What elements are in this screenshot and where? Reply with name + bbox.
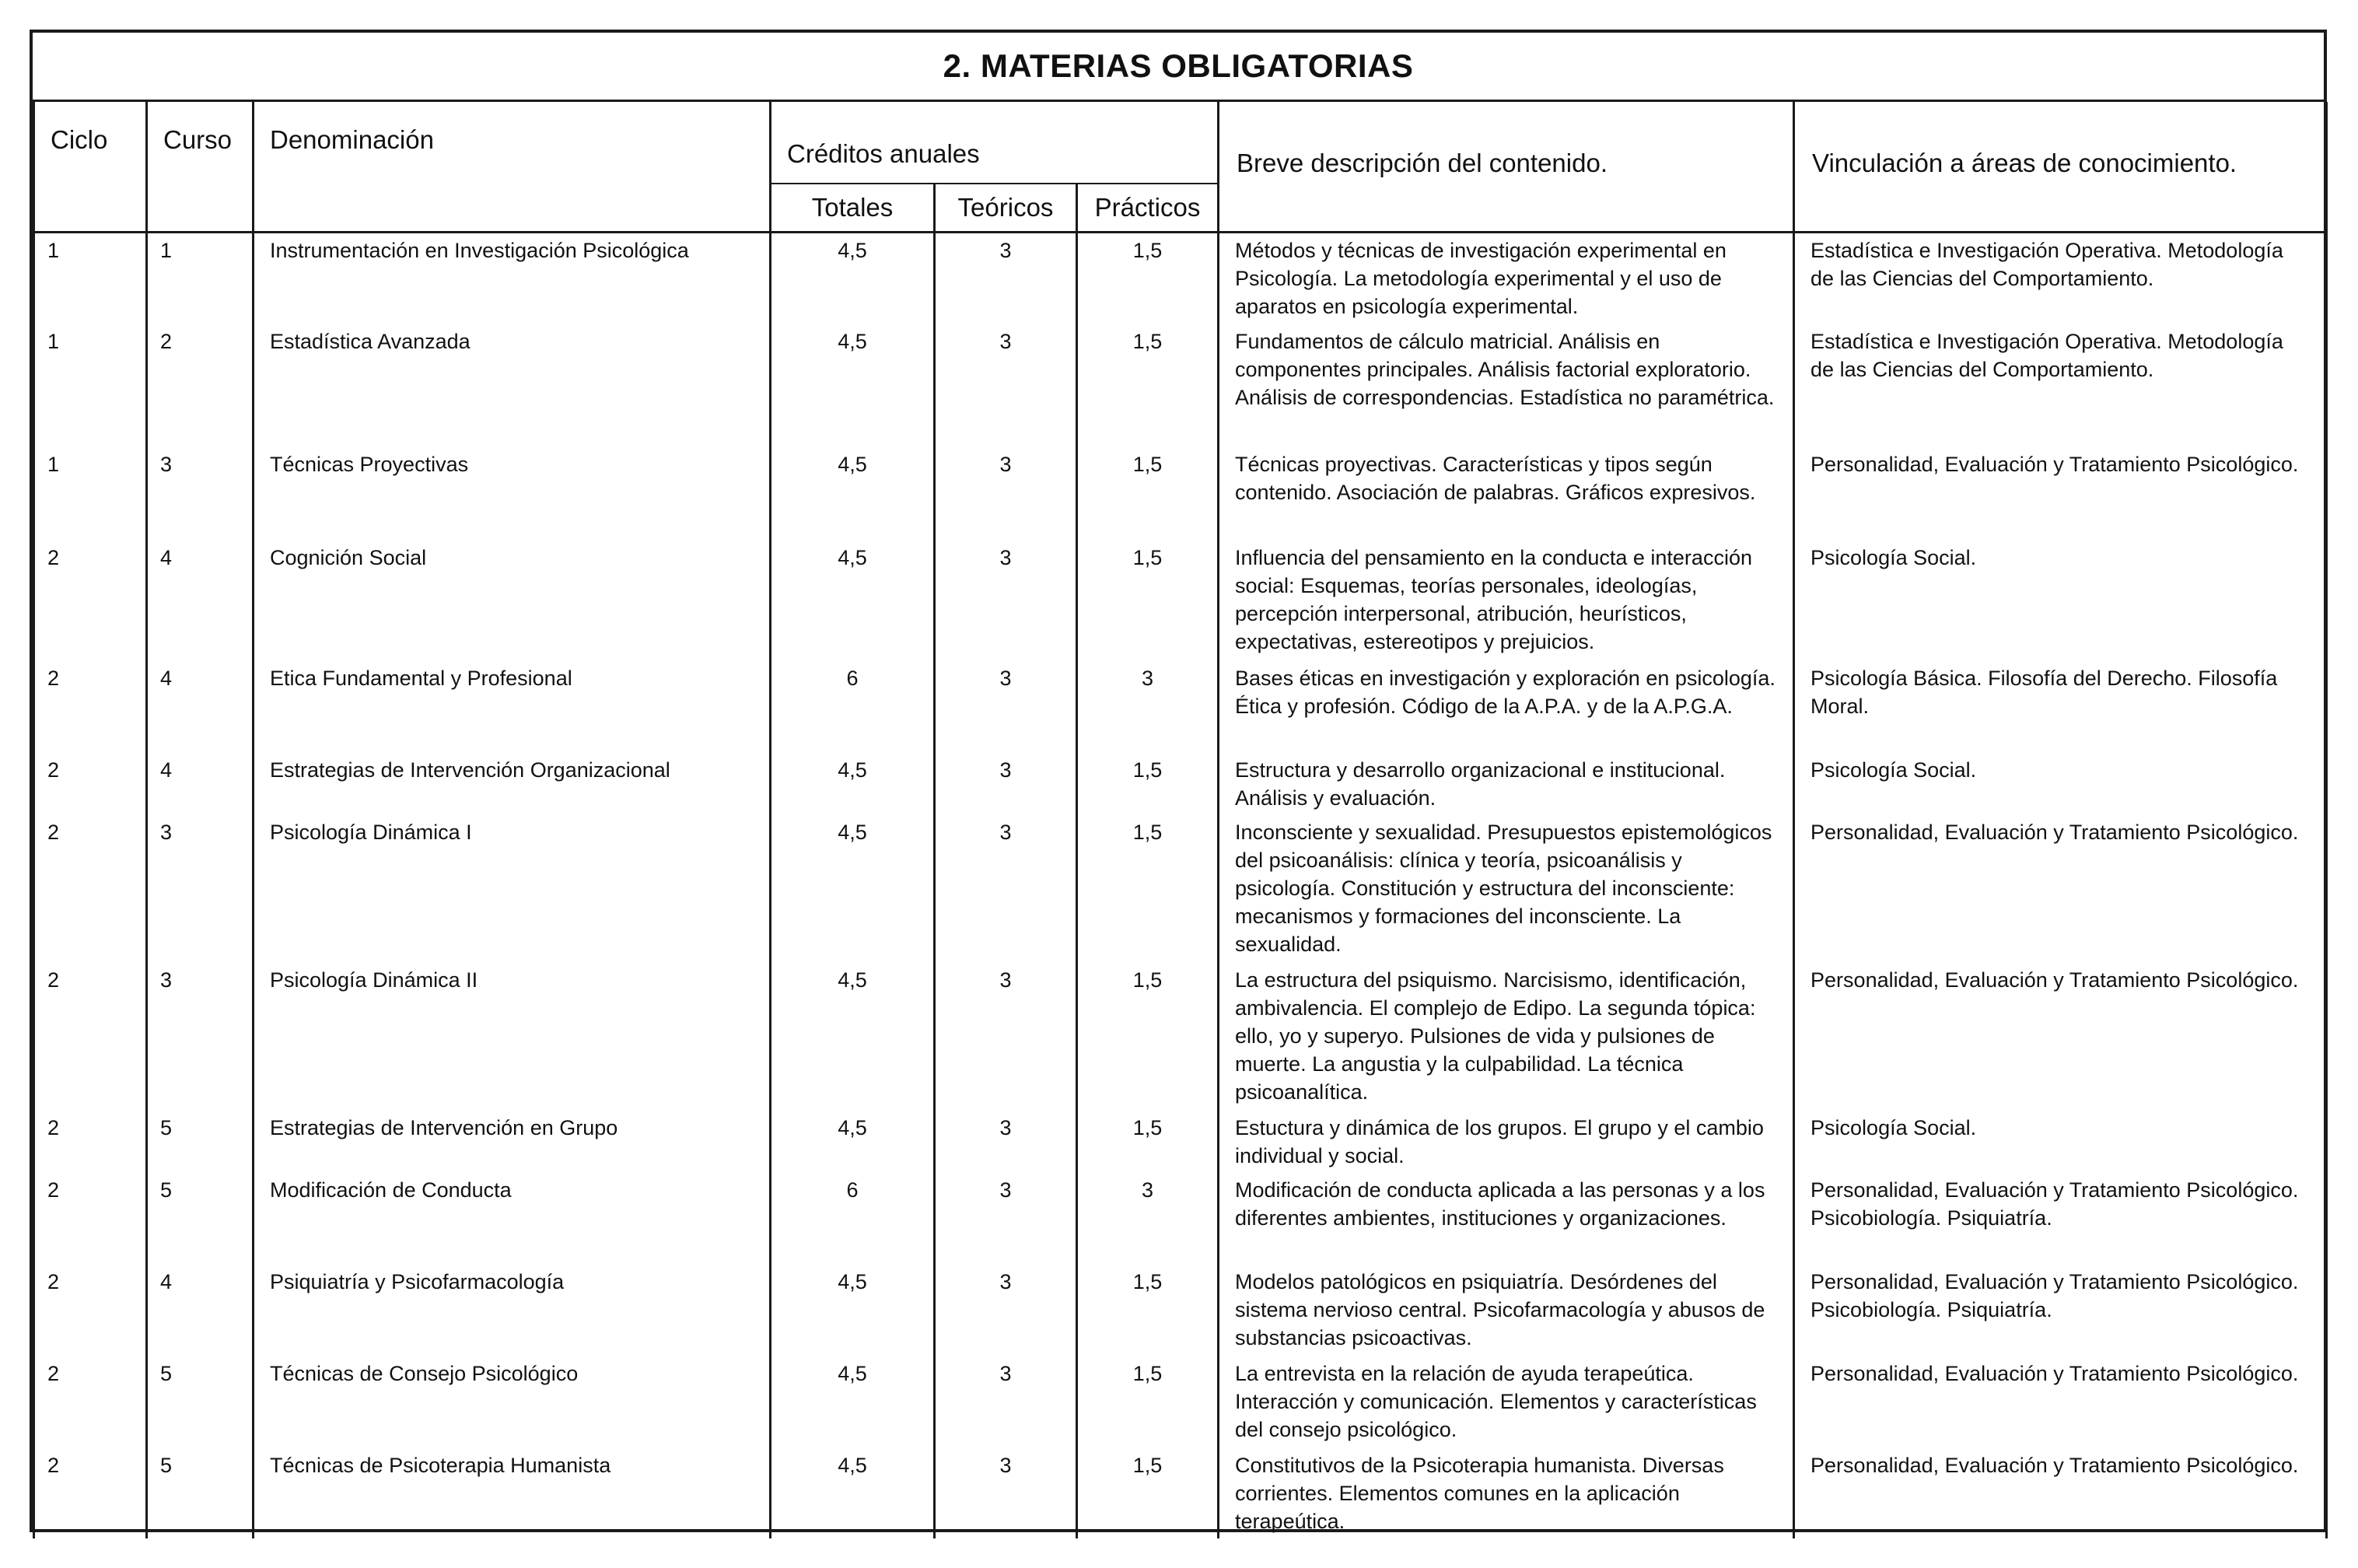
cell-totales: 4,5 — [771, 963, 935, 1111]
cell-totales: 6 — [771, 1173, 935, 1265]
cell-practicos: 1,5 — [1077, 447, 1219, 541]
cell-denominacion: Técnicas Proyectivas — [254, 447, 771, 541]
table-row — [34, 963, 2327, 1111]
cell-ciclo: 1 — [34, 324, 147, 447]
cell-denominacion: Psicología Dinámica I — [254, 815, 771, 963]
cell-practicos: 1,5 — [1077, 1111, 1219, 1173]
cell-curso: 1 — [147, 233, 254, 324]
cell-denominacion: Estadística Avanzada — [254, 324, 771, 447]
cell-vinculacion: Psicología Social. — [1794, 753, 2327, 815]
cell-teoricos: 3 — [935, 753, 1077, 815]
cell-descripcion: Bases éticas en investigación y exploración en psicología. Ética y profesión. Código de la A.P.A. y de la A.P.G.A. — [1219, 661, 1794, 753]
header-row-main — [34, 102, 2327, 184]
cell-totales: 6 — [771, 661, 935, 753]
cell-totales: 4,5 — [771, 324, 935, 447]
cell-practicos: 3 — [1077, 1173, 1219, 1265]
cell-teoricos: 3 — [935, 815, 1077, 963]
cell-vinculacion: Personalidad, Evaluación y Tratamiento Psicológico. — [1794, 963, 2327, 1111]
cell-descripcion: Constitutivos de la Psicoterapia humanista. Diversas corrientes. Elementos comunes en la aplicación terapeútica. — [1219, 1448, 1794, 1538]
cell-vinculacion: Psicología Básica. Filosofía del Derecho. Filosofía Moral. — [1794, 661, 2327, 753]
cell-curso: 5 — [147, 1173, 254, 1265]
table-row — [34, 1448, 2327, 1538]
table-row — [34, 1111, 2327, 1173]
cell-descripcion: Inconsciente y sexualidad. Presupuestos epistemológicos del psicoanálisis: clínica y teoría, psicoanálisis y psicología. Constitución y estructura del inconsciente: mecanismos y formaciones del inconsciente. La sexualidad. — [1219, 815, 1794, 963]
page-title: 2. MATERIAS OBLIGATORIAS — [33, 33, 2324, 102]
cell-descripcion: Estructura y desarrollo organizacional e institucional. Análisis y evaluación. — [1219, 753, 1794, 815]
cell-teoricos: 3 — [935, 233, 1077, 324]
header-ciclo: Ciclo — [34, 102, 147, 233]
table-row — [34, 815, 2327, 963]
cell-teoricos: 3 — [935, 1173, 1077, 1265]
cell-curso: 4 — [147, 1265, 254, 1356]
cell-curso: 5 — [147, 1448, 254, 1538]
cell-descripcion: Métodos y técnicas de investigación experimental en Psicología. La metodología experimental y el uso de aparatos en psicología experimental. — [1219, 233, 1794, 324]
cell-ciclo: 2 — [34, 541, 147, 661]
cell-denominacion: Instrumentación en Investigación Psicológica — [254, 233, 771, 324]
cell-denominacion: Psiquiatría y Psicofarmacología — [254, 1265, 771, 1356]
table-row — [34, 1173, 2327, 1265]
header-curso: Curso — [147, 102, 254, 233]
cell-practicos: 1,5 — [1077, 233, 1219, 324]
cell-curso: 5 — [147, 1356, 254, 1448]
cell-teoricos: 3 — [935, 1448, 1077, 1538]
table-row — [34, 661, 2327, 753]
cell-descripcion: La entrevista en la relación de ayuda terapeútica. Interacción y comunicación. Elementos y características del consejo psicológico. — [1219, 1356, 1794, 1448]
cell-practicos: 1,5 — [1077, 963, 1219, 1111]
cell-practicos: 1,5 — [1077, 541, 1219, 661]
cell-denominacion: Técnicas de Psicoterapia Humanista — [254, 1448, 771, 1538]
document-page — [30, 30, 2327, 1532]
cell-vinculacion: Personalidad, Evaluación y Tratamiento Psicológico. — [1794, 1448, 2327, 1538]
cell-vinculacion: Personalidad, Evaluación y Tratamiento Psicológico. — [1794, 815, 2327, 963]
header-teoricos: Teóricos — [935, 184, 1077, 233]
cell-teoricos: 3 — [935, 963, 1077, 1111]
cell-totales: 4,5 — [771, 541, 935, 661]
cell-practicos: 3 — [1077, 661, 1219, 753]
cell-curso: 4 — [147, 753, 254, 815]
cell-teoricos: 3 — [935, 1111, 1077, 1173]
cell-ciclo: 2 — [34, 753, 147, 815]
cell-descripcion: Técnicas proyectivas. Características y tipos según contenido. Asociación de palabras. Gráficos expresivos. — [1219, 447, 1794, 541]
cell-ciclo: 2 — [34, 661, 147, 753]
cell-curso: 4 — [147, 541, 254, 661]
cell-practicos: 1,5 — [1077, 1448, 1219, 1538]
table-row — [34, 233, 2327, 324]
table-row — [34, 1265, 2327, 1356]
cell-practicos: 1,5 — [1077, 1356, 1219, 1448]
cell-descripcion: Modificación de conducta aplicada a las personas y a los diferentes ambientes, instituciones y organizaciones. — [1219, 1173, 1794, 1265]
header-vinculacion: Vinculación a áreas de conocimiento. — [1794, 102, 2327, 233]
cell-ciclo: 2 — [34, 1265, 147, 1356]
cell-ciclo: 2 — [34, 1111, 147, 1173]
cell-vinculacion: Estadística e Investigación Operativa. Metodología de las Ciencias del Comportamiento. — [1794, 324, 2327, 447]
cell-curso: 3 — [147, 815, 254, 963]
cell-vinculacion: Psicología Social. — [1794, 1111, 2327, 1173]
cell-practicos: 1,5 — [1077, 324, 1219, 447]
cell-vinculacion: Personalidad, Evaluación y Tratamiento Psicológico. — [1794, 447, 2327, 541]
cell-denominacion: Psicología Dinámica II — [254, 963, 771, 1111]
cell-vinculacion: Personalidad, Evaluación y Tratamiento Psicológico. Psicobiología. Psiquiatría. — [1794, 1173, 2327, 1265]
cell-teoricos: 3 — [935, 541, 1077, 661]
table-row — [34, 1356, 2327, 1448]
cell-ciclo: 2 — [34, 1356, 147, 1448]
cell-curso: 3 — [147, 963, 254, 1111]
cell-teoricos: 3 — [935, 1356, 1077, 1448]
header-creditos-anuales: Créditos anuales — [771, 102, 1219, 184]
cell-practicos: 1,5 — [1077, 815, 1219, 963]
header-totales: Totales — [771, 184, 935, 233]
cell-totales: 4,5 — [771, 1111, 935, 1173]
cell-totales: 4,5 — [771, 447, 935, 541]
cell-descripcion: La estructura del psiquismo. Narcisismo, identificación, ambivalencia. El complejo de Edipo. La segunda tópica: ello, yo y superyo. Pulsiones de vida y pulsiones de muerte. La angustia y la culpabilidad. La técnica psicoanalítica. — [1219, 963, 1794, 1111]
cell-denominacion: Estrategias de Intervención Organizacional — [254, 753, 771, 815]
cell-curso: 3 — [147, 447, 254, 541]
header-practicos: Prácticos — [1077, 184, 1219, 233]
cell-ciclo: 1 — [34, 447, 147, 541]
cell-teoricos: 3 — [935, 1265, 1077, 1356]
cell-ciclo: 2 — [34, 963, 147, 1111]
cell-descripcion: Modelos patológicos en psiquiatría. Desórdenes del sistema nervioso central. Psicofarmacología y abusos de substancias psicoactivas. — [1219, 1265, 1794, 1356]
cell-curso: 4 — [147, 661, 254, 753]
cell-practicos: 1,5 — [1077, 1265, 1219, 1356]
header-descripcion: Breve descripción del contenido. — [1219, 102, 1794, 233]
cell-teoricos: 3 — [935, 447, 1077, 541]
cell-vinculacion: Personalidad, Evaluación y Tratamiento Psicológico. — [1794, 1356, 2327, 1448]
table-row — [34, 447, 2327, 541]
cell-denominacion: Etica Fundamental y Profesional — [254, 661, 771, 753]
cell-denominacion: Modificación de Conducta — [254, 1173, 771, 1265]
cell-teoricos: 3 — [935, 661, 1077, 753]
cell-vinculacion: Estadística e Investigación Operativa. Metodología de las Ciencias del Comportamiento. — [1794, 233, 2327, 324]
table-row — [34, 753, 2327, 815]
header-denominacion: Denominación — [254, 102, 771, 233]
cell-vinculacion: Personalidad, Evaluación y Tratamiento Psicológico. Psicobiología. Psiquiatría. — [1794, 1265, 2327, 1356]
cell-descripcion: Estuctura y dinámica de los grupos. El grupo y el cambio individual y social. — [1219, 1111, 1794, 1173]
cell-ciclo: 1 — [34, 233, 147, 324]
cell-denominacion: Cognición Social — [254, 541, 771, 661]
cell-ciclo: 2 — [34, 815, 147, 963]
cell-denominacion: Técnicas de Consejo Psicológico — [254, 1356, 771, 1448]
cell-totales: 4,5 — [771, 815, 935, 963]
cell-curso: 5 — [147, 1111, 254, 1173]
cell-vinculacion: Psicología Social. — [1794, 541, 2327, 661]
table-row — [34, 324, 2327, 447]
cell-totales: 4,5 — [771, 753, 935, 815]
cell-ciclo: 2 — [34, 1173, 147, 1265]
cell-ciclo: 2 — [34, 1448, 147, 1538]
cell-descripcion: Influencia del pensamiento en la conducta e interacción social: Esquemas, teorías personales, ideologías, percepción interpersonal, atribución, heurísticos, expectativas, estereotipos y prejuicios. — [1219, 541, 1794, 661]
cell-teoricos: 3 — [935, 324, 1077, 447]
cell-totales: 4,5 — [771, 1356, 935, 1448]
cell-denominacion: Estrategias de Intervención en Grupo — [254, 1111, 771, 1173]
subjects-table — [33, 102, 2328, 1538]
cell-totales: 4,5 — [771, 1448, 935, 1538]
cell-curso: 2 — [147, 324, 254, 447]
cell-practicos: 1,5 — [1077, 753, 1219, 815]
table-row — [34, 541, 2327, 661]
cell-totales: 4,5 — [771, 233, 935, 324]
cell-totales: 4,5 — [771, 1265, 935, 1356]
cell-descripcion: Fundamentos de cálculo matricial. Análisis en componentes principales. Análisis factorial exploratorio. Análisis de correspondencias. Estadística no paramétrica. — [1219, 324, 1794, 447]
